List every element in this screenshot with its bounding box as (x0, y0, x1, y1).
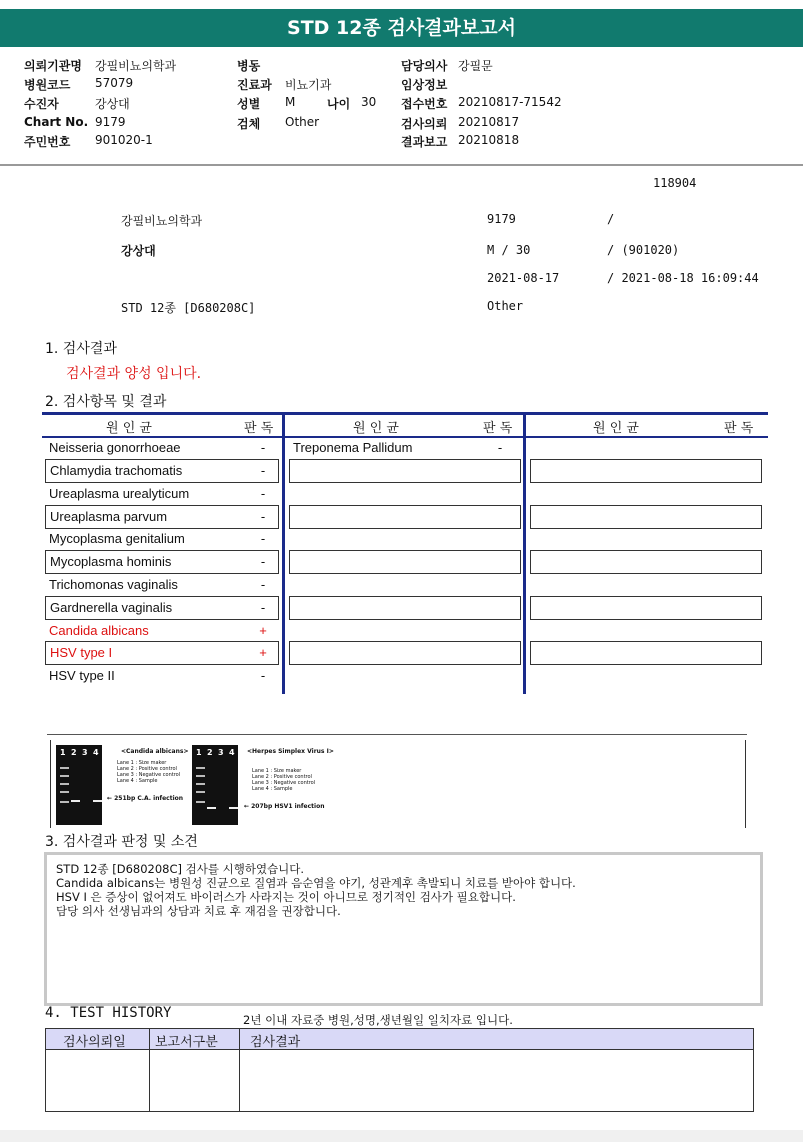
body-hospital: 강필비뇨의학과 (121, 214, 203, 228)
body-date-received: 2021-08-17 (487, 271, 560, 285)
body-id: / (901020) (607, 243, 680, 257)
history-col-date: 검사의뢰일 (63, 1035, 126, 1050)
hsv-gel-annotation: ← 207bp HSV1 infection (244, 803, 325, 810)
legend-line: Lane 2 : Positive control (117, 766, 177, 772)
clinical-label: 임상정보 (401, 78, 448, 92)
pathogen-result: - (260, 577, 266, 592)
pathogen-result: - (260, 486, 266, 501)
table-row (45, 665, 279, 687)
col2-pathogen-header: 원 인 균 (353, 421, 399, 436)
candida-gel-legend (117, 760, 180, 784)
pathogen-name: Treponema Pallidum (293, 440, 413, 455)
doctor-value: 강필문 (458, 59, 493, 73)
body-test: STD 12종 [D680208C] (121, 301, 256, 315)
history-table-header (46, 1029, 753, 1050)
specimen-value: Other (285, 115, 320, 129)
section2-title: 2. 검사항목 및 결과 (45, 394, 167, 410)
col1-result-header: 판 독 (244, 421, 274, 436)
age-value: 30 (361, 95, 377, 109)
empty-cell (289, 641, 521, 665)
body-patient: 강상대 (121, 244, 156, 258)
section3-title: 3. 검사결과 판정 및 소견 (45, 834, 198, 850)
pathogen-name: Candida albicans (49, 623, 149, 638)
pathogen-result: - (497, 440, 503, 455)
lane-number: 2 (71, 748, 77, 757)
empty-cell (289, 550, 521, 574)
pathogen-result: + (259, 623, 267, 638)
candida-gel-title: <Candida albicans> (121, 748, 189, 755)
lane-number: 3 (82, 748, 88, 757)
history-table (45, 1028, 754, 1112)
lane-number: 1 (196, 748, 202, 757)
empty-cell (289, 596, 521, 620)
result-label: 결과보고 (401, 135, 448, 149)
hsv-gel-arrow-label: 207bp HSV1 infection (251, 803, 325, 810)
column-divider (239, 1029, 240, 1111)
pathogen-name: Ureaplasma urealyticum (49, 486, 190, 501)
pathogen-result: - (260, 531, 266, 546)
pathogen-result: - (260, 440, 266, 455)
opinion-line: HSV I 은 증상이 없어져도 바이러스가 사라지는 것이 아니므로 정기적인 검사가 필요합니다. (56, 890, 516, 904)
positive-result-text: 검사결과 양성 입니다. (66, 366, 202, 382)
hospital-label: 의뢰기관명 (24, 59, 82, 73)
request-label: 검사의뢰 (401, 117, 448, 131)
table-row (45, 459, 279, 483)
pathogen-name: Mycoplasma hominis (50, 554, 172, 569)
report-title: STD 12종 검사결과보고서 (0, 9, 803, 47)
table-row (45, 574, 279, 596)
pathogen-name: HSV type I (50, 645, 113, 660)
result-value: 20210818 (458, 133, 520, 147)
history-col-result: 검사결과 (250, 1035, 301, 1050)
body-chart-separator: / (607, 212, 615, 226)
table-row (45, 641, 279, 665)
pathogen-name: Chlamydia trachomatis (50, 463, 183, 478)
empty-cell (289, 459, 521, 483)
sex-value: M (285, 95, 296, 109)
col3-result-header: 판 독 (724, 421, 754, 436)
results-grid (42, 412, 768, 694)
table-row (289, 437, 520, 459)
opinion-line: Candida albicans는 병원성 진균으로 질염과 음순염을 야기, 성관계후 촉발되니 치료를 받아야 합니다. (56, 876, 576, 890)
pathogen-name: Ureaplasma parvum (50, 509, 168, 524)
pathogen-name: Gardnerella vaginalis (50, 600, 173, 615)
table-row (45, 483, 279, 505)
table-row (45, 505, 279, 529)
lane-number: 4 (93, 748, 99, 757)
receipt-label: 접수번호 (401, 97, 448, 111)
patient-label: 수진자 (24, 97, 59, 111)
empty-cell (530, 641, 762, 665)
legend-line: Lane 4 : Sample (117, 778, 158, 784)
history-note: 2년 이내 자료중 병원,성명,생년월일 일치자료 입니다. (243, 1013, 513, 1027)
legend-line: Lane 1 : Size maker (252, 768, 302, 774)
legend-line: Lane 1 : Size maker (117, 760, 167, 766)
id-label: 주민번호 (24, 135, 71, 149)
id-value: 901020-1 (95, 133, 153, 147)
section1-title: 1. 검사결과 (45, 341, 117, 357)
column-divider (282, 412, 285, 694)
receipt-value: 20210817-71542 (458, 95, 562, 109)
pathogen-result: - (260, 509, 266, 524)
opinion-line: 담당 의사 선생님과의 상담과 치료 후 재검을 권장합니다. (56, 904, 341, 918)
chart-label: Chart No. (24, 115, 89, 129)
request-value: 20210817 (458, 115, 520, 129)
patient-value: 강상대 (95, 97, 130, 111)
legend-line: Lane 3 : Negative control (117, 772, 181, 778)
pathogen-result: - (260, 600, 266, 615)
lane-number: 2 (207, 748, 213, 757)
dept-label: 진료과 (237, 78, 272, 92)
pathogen-name: Trichomonas vaginalis (49, 577, 178, 592)
gel-divider (47, 734, 747, 735)
dept-value: 비뇨기과 (285, 78, 332, 92)
legend-line: Lane 2 : Positive control (252, 774, 312, 780)
opinion-line: STD 12종 [D680208C] 검사를 시행하였습니다. (56, 862, 305, 876)
legend-line: Lane 3 : Negative control (252, 780, 316, 786)
ward-label: 병동 (237, 59, 261, 73)
report-number: 118904 (653, 176, 697, 190)
lane-number: 1 (60, 748, 66, 757)
gel-image-panel (50, 740, 746, 828)
pathogen-name: Neisseria gonorrhoeae (49, 440, 181, 455)
col3-pathogen-header: 원 인 균 (593, 421, 639, 436)
section4-title: 4. TEST HISTORY (45, 1005, 172, 1021)
table-row (45, 437, 279, 459)
hsv-gel-title: <Herpes Simplex Virus I> (247, 748, 334, 755)
code-label: 병원코드 (24, 78, 71, 92)
chart-value: 9179 (95, 115, 126, 129)
legend-line: Lane 4 : Sample (252, 786, 293, 792)
hsv-gel-image (192, 745, 238, 825)
candida-gel-arrow-label: 251bp C.A. infection (114, 795, 184, 802)
pathogen-result: - (260, 463, 266, 478)
hsv-gel-legend (252, 768, 315, 792)
candida-gel-image (56, 745, 102, 825)
empty-cell (530, 550, 762, 574)
table-row (45, 596, 279, 620)
candida-gel-annotation: ← 251bp C.A. infection (107, 795, 184, 802)
body-sex-age: M / 30 (487, 243, 531, 257)
results-grid-header (42, 412, 768, 438)
column-divider (523, 412, 526, 694)
opinion-box (44, 852, 763, 1006)
empty-cell (530, 459, 762, 483)
lane-number: 3 (218, 748, 224, 757)
hospital-value: 강필비뇨의학과 (95, 59, 177, 73)
body-date-reported: / 2021-08-18 16:09:44 (607, 271, 759, 285)
doctor-label: 담당의사 (401, 59, 448, 73)
lane-number: 4 (229, 748, 235, 757)
empty-cell (289, 505, 521, 529)
col1-pathogen-header: 원 인 균 (106, 421, 152, 436)
column-divider (149, 1029, 150, 1111)
pathogen-name: HSV type II (49, 668, 115, 683)
pathogen-result: - (260, 668, 266, 683)
empty-cell (530, 596, 762, 620)
empty-cell (530, 505, 762, 529)
header-divider (0, 164, 803, 166)
body-chart: 9179 (487, 212, 516, 226)
table-row (45, 550, 279, 574)
pathogen-result: - (260, 554, 266, 569)
table-row (45, 528, 279, 550)
body-specimen: Other (487, 299, 524, 313)
col2-result-header: 판 독 (483, 421, 513, 436)
specimen-label: 검체 (237, 117, 261, 131)
code-value: 57079 (95, 76, 134, 90)
sex-label: 성별 (237, 97, 261, 111)
pathogen-result: + (259, 645, 267, 660)
age-label: 나이 (327, 97, 351, 111)
history-col-type: 보고서구분 (155, 1035, 218, 1050)
table-row (45, 620, 279, 642)
pathogen-name: Mycoplasma genitalium (49, 531, 185, 546)
